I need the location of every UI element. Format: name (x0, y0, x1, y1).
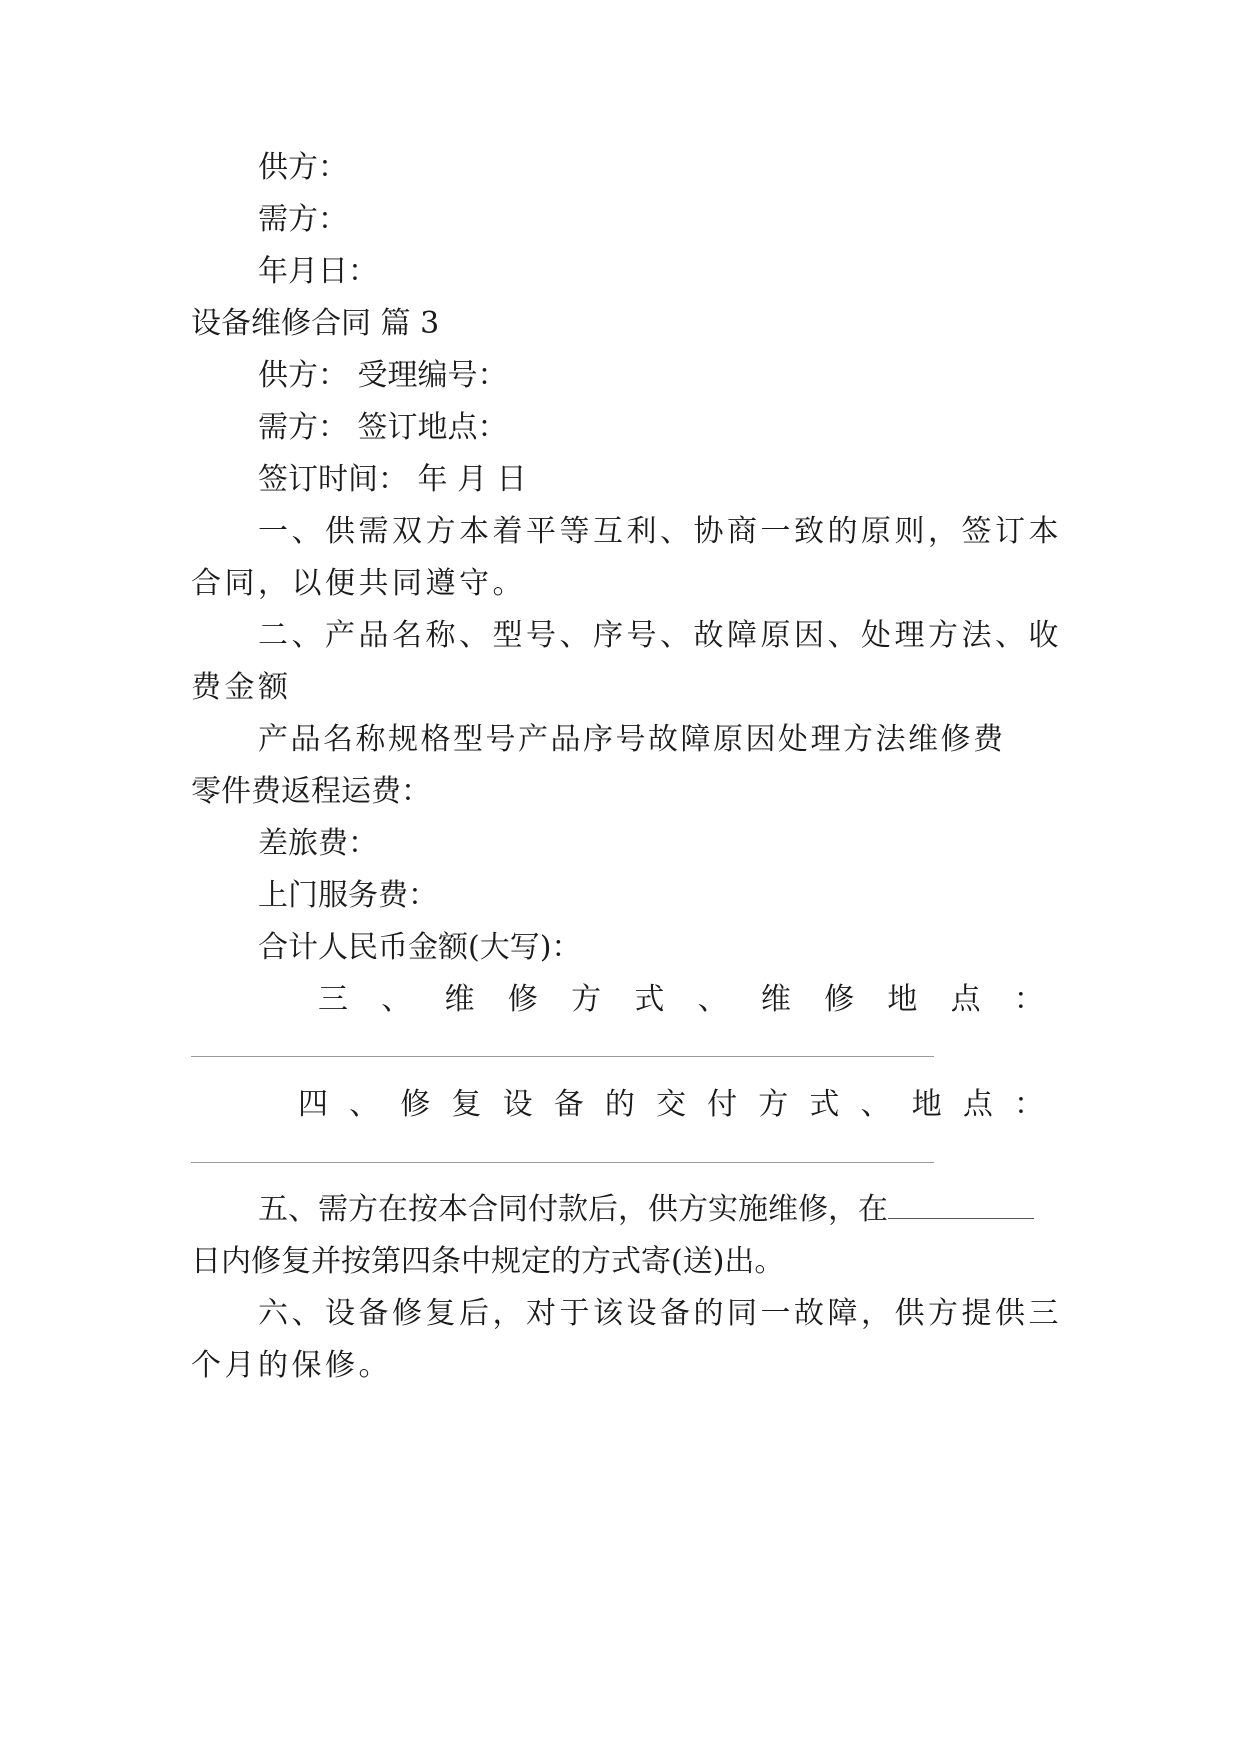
fill-in-rule (191, 1056, 934, 1057)
supplier-signature-line: 供方： (258, 150, 348, 185)
clause-4-char: 复 (451, 1087, 482, 1122)
clause-4-char: 交 (655, 1087, 686, 1122)
clause-3-char: 、 (381, 982, 412, 1017)
clause-3-char: 修 (507, 982, 538, 1017)
clause-3-char: 维 (444, 982, 475, 1017)
travel-expense-line: 差旅费： (258, 826, 378, 861)
clause-4-char: 四 (298, 1087, 328, 1122)
clause-5-line-2: 日内修复并按第四条中规定的方式寄(送)出。 (191, 1244, 785, 1279)
clause-6-line-1: 六、设备修复后，对于该设备的同一故障，供方提供三 (258, 1296, 1062, 1331)
days-blank (888, 1192, 1034, 1219)
clause-4-char: 点 (962, 1087, 993, 1122)
clause-3-char: ： (1013, 982, 1044, 1017)
clause-3-char: 修 (824, 982, 855, 1017)
onsite-service-fee-line: 上门服务费： (258, 878, 438, 913)
clause-4-char: 、 (349, 1087, 380, 1122)
clause-5-text: 五、需方在按本合同付款后，供方实施维修，在 (258, 1192, 888, 1227)
fill-in-rule (191, 1162, 934, 1163)
buyer-signature-line: 需方： (258, 202, 348, 237)
clause-4-char: 、 (860, 1087, 891, 1122)
clause-1-line-2: 合同，以便共同遵守。 (191, 566, 526, 601)
clause-3-char: 地 (887, 982, 918, 1017)
clause-4-char: 付 (707, 1087, 738, 1122)
clause-4-char: 设 (502, 1087, 533, 1122)
clause-2-line-2: 费金额 (191, 670, 292, 705)
clause-2-line-1: 二、产品名称、型号、序号、故障原因、处理方法、收 (258, 618, 1062, 653)
clause-3-char: 、 (697, 982, 728, 1017)
clause-6-line-2: 个月的保修。 (191, 1348, 392, 1383)
clause-3-char: 方 (571, 982, 602, 1017)
clause-3-char: 式 (634, 982, 665, 1017)
clause-4-char: 的 (604, 1087, 635, 1122)
clause-4-char: 方 (758, 1087, 789, 1122)
clause-4-char: 修 (400, 1087, 431, 1122)
clause-4-char: 式 (809, 1087, 840, 1122)
clause-4-char: 备 (553, 1087, 584, 1122)
signing-time: 签订时间： 年 月 日 (258, 462, 527, 497)
supplier-acceptance-no: 供方： 受理编号： (258, 358, 508, 393)
buyer-signing-place: 需方： 签订地点： (258, 410, 508, 445)
total-amount-line: 合计人民币金额(大写)： (258, 930, 582, 965)
clause-4-char: 地 (911, 1087, 942, 1122)
product-fields-line-2: 零件费返程运费： (191, 774, 431, 809)
clause-3-char: 点 (950, 982, 981, 1017)
clause-3-char: 三 (318, 982, 348, 1017)
clause-4-char: ： (1013, 1087, 1044, 1122)
clause-3-heading (318, 980, 1044, 1020)
product-fields-line-1: 产品名称规格型号产品序号故障原因处理方法维修费 (258, 722, 1006, 757)
clause-5-line-1 (258, 1190, 1034, 1230)
clause-1-line-1: 一、供需双方本着平等互利、协商一致的原则，签订本 (258, 514, 1062, 549)
clause-3-char: 维 (760, 982, 791, 1017)
clause-4-heading (298, 1085, 1044, 1125)
contract-heading: 设备维修合同 篇 3 (191, 306, 440, 341)
signature-date-line: 年月日： (258, 254, 378, 289)
